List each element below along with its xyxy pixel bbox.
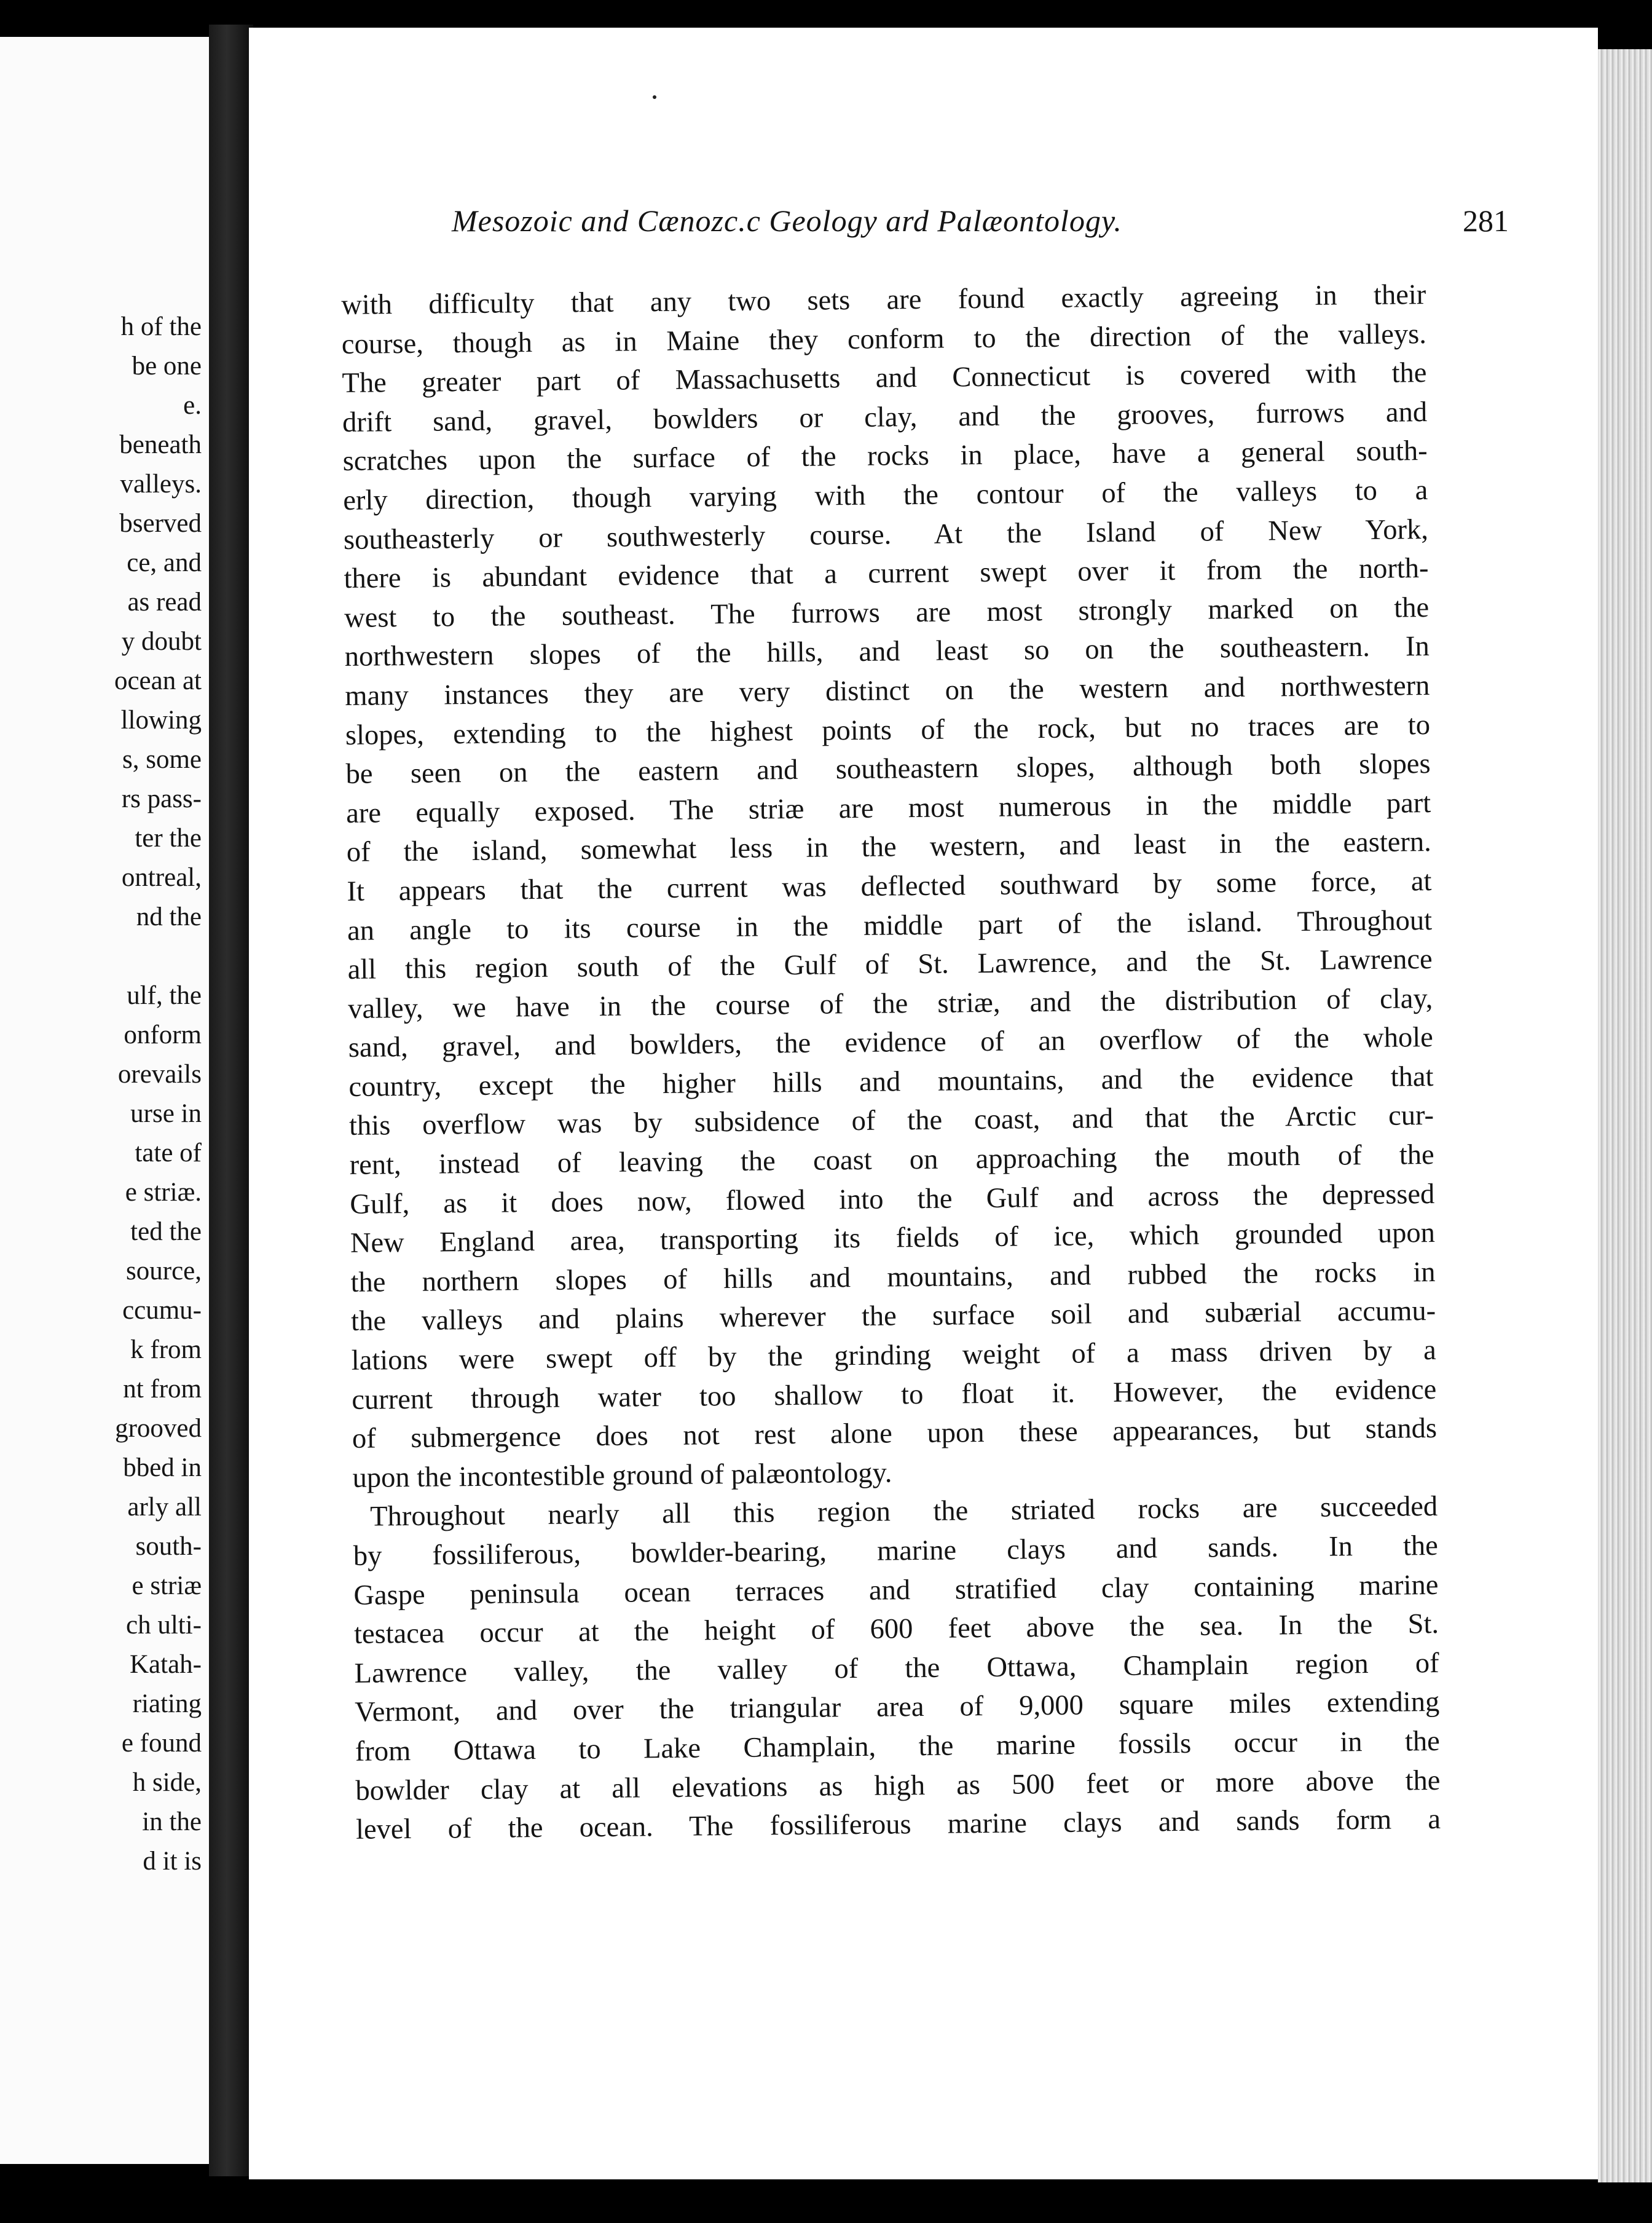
text-line: from Ottawa to Lake Champlain, the marine fossils occur in the xyxy=(355,1725,1441,1767)
text-line: testacea occur at the height of 600 feet above the sea. In the St. xyxy=(353,1608,1439,1651)
text-line: Vermont, and over the triangular area of 9,000 square miles extending xyxy=(355,1686,1440,1729)
text-line: It appears that the current was deflected southward by some force, at xyxy=(347,865,1432,907)
text-line: valley, we have in the course of the striæ, and the distribution of clay, xyxy=(348,982,1433,1025)
text-line: New England area, transporting its fields of ice, which grounded upon xyxy=(350,1217,1436,1260)
left-line: ulf, the xyxy=(127,981,202,1010)
text-line: of submergence does not rest alone upon these appearances, but stands xyxy=(352,1413,1438,1455)
left-line: e found xyxy=(121,1729,202,1758)
text-line: upon the incontestible ground of palæontology. xyxy=(352,1457,892,1494)
text-line: the northern slopes of hills and mountains, and rubbed the rocks in xyxy=(350,1256,1436,1298)
body-text xyxy=(341,275,1441,1850)
left-line: bbed in xyxy=(123,1453,202,1482)
text-line: Lawrence valley, the valley of the Ottawa, Champlain region of xyxy=(354,1647,1439,1689)
text-line: Throughout nearly all this region the striated rocks are succeeded xyxy=(369,1491,1438,1533)
left-line: ch ulti- xyxy=(126,1611,202,1640)
page-number: 281 xyxy=(1463,203,1509,238)
left-line: as read xyxy=(127,588,202,617)
text-line: all this region south of the Gulf of St. Lawrence, and the St. Lawrence xyxy=(347,944,1433,986)
left-line: onform xyxy=(124,1021,202,1049)
left-line-gap xyxy=(0,937,202,976)
book-gutter xyxy=(209,25,253,2176)
left-line: be one xyxy=(132,352,202,381)
text-line: southeasterly or southwesterly course. At the Island of New York, xyxy=(343,513,1429,556)
left-page-fragment xyxy=(0,37,209,2164)
left-line: e striæ. xyxy=(125,1178,202,1207)
left-line: urse in xyxy=(130,1099,202,1128)
text-line: by fossiliferous, bowlder-bearing, marine clays and sands. In the xyxy=(353,1530,1438,1572)
text-line: the valleys and plains wherever the surface soil and subærial accumu- xyxy=(350,1295,1436,1338)
text-line: northwestern slopes of the hills, and least so on the southeastern. In xyxy=(344,631,1430,673)
left-line: south- xyxy=(135,1532,202,1561)
text-line: drift sand, gravel, bowlders or clay, and the grooves, furrows and xyxy=(342,396,1428,438)
left-line: beneath xyxy=(119,430,202,459)
text-line: there is abundant evidence that a current swept over it from the north- xyxy=(344,553,1429,595)
left-line: h of the xyxy=(120,312,202,341)
left-line: ter the xyxy=(135,824,202,853)
left-line: e striæ xyxy=(132,1571,202,1600)
left-line: ontreal, xyxy=(121,863,202,892)
left-line: Katah- xyxy=(130,1650,202,1679)
left-page-text xyxy=(0,307,202,1881)
left-line: nt from xyxy=(123,1375,202,1404)
left-line: in the xyxy=(142,1807,202,1836)
left-line: bserved xyxy=(119,509,202,538)
running-head-title: Mesozoic and Cænozc.c Geology ard Palæontology. xyxy=(452,203,1122,238)
text-line: with difficulty that any two sets are found exactly agreeing in their xyxy=(341,279,1426,321)
text-line: level of the ocean. The fossiliferous marine clays and sands form a xyxy=(355,1804,1441,1846)
left-line: k from xyxy=(130,1335,202,1364)
text-line: current through water too shallow to float it. However, the evidence xyxy=(352,1373,1437,1416)
left-line: ted the xyxy=(130,1217,202,1246)
left-line: d it is xyxy=(143,1847,202,1876)
scan-speck xyxy=(653,95,656,99)
left-line: y doubt xyxy=(121,627,202,656)
text-line: an angle to its course in the middle part of the island. Throughout xyxy=(347,904,1433,947)
left-line: ce, and xyxy=(127,548,202,577)
text-line: bowlder clay at all elevations as high as 500 feet or more above the xyxy=(355,1764,1441,1807)
left-line: e. xyxy=(183,391,202,420)
left-line: rs pass- xyxy=(121,784,202,813)
text-line: rent, instead of leaving the coast on approaching the mouth of the xyxy=(349,1139,1434,1181)
text-line: of the island, somewhat less in the western, and least in the eastern. xyxy=(346,826,1432,869)
left-line: valleys. xyxy=(120,470,202,499)
left-line: orevails xyxy=(117,1060,202,1089)
left-line: s, some xyxy=(122,745,202,774)
left-line: ocean at xyxy=(114,666,202,695)
text-line: Gaspe peninsula ocean terraces and stratified clay containing marine xyxy=(353,1569,1439,1611)
text-line: scratches upon the surface of the rocks in place, have a general south- xyxy=(342,435,1428,478)
text-line: many instances they are very distinct on the western and northwestern xyxy=(345,669,1430,712)
text-line: slopes, extending to the highest points of the rock, but no traces are to xyxy=(345,709,1431,751)
left-line: llowing xyxy=(120,706,202,735)
text-line: west to the southeast. The furrows are most strongly marked on the xyxy=(344,591,1430,634)
text-line: be seen on the eastern and southeastern slopes, although both slopes xyxy=(345,748,1431,791)
left-line: grooved xyxy=(115,1414,202,1443)
book-page xyxy=(249,28,1598,2179)
text-line: sand, gravel, and bowlders, the evidence of an overflow of the whole xyxy=(348,1022,1434,1064)
left-line: h side, xyxy=(132,1768,202,1797)
left-line: nd the xyxy=(136,902,202,931)
left-line: ccumu- xyxy=(122,1296,202,1325)
text-line: lations were swept off by the grinding weight of a mass driven by a xyxy=(351,1335,1436,1376)
left-line: tate of xyxy=(135,1139,202,1167)
text-line: are equally exposed. The striæ are most numerous in the middle part xyxy=(345,787,1431,829)
left-line: riating xyxy=(132,1689,202,1718)
text-line: erly direction, though varying with the contour of the valleys to a xyxy=(343,475,1428,516)
left-line: arly all xyxy=(127,1493,202,1522)
running-head xyxy=(452,203,1509,252)
text-line: The greater part of Massachusetts and Connecticut is covered with the xyxy=(342,357,1427,400)
text-line: course, though as in Maine they conform to the direction of the valleys. xyxy=(341,318,1427,360)
page-edge-stack xyxy=(1598,49,1652,2182)
text-line: this overflow was by subsidence of the coast, and that the Arctic cur- xyxy=(348,1100,1434,1142)
text-line: Gulf, as it does now, flowed into the Gulf and across the depressed xyxy=(350,1178,1435,1220)
left-line: source, xyxy=(126,1257,202,1285)
text-line: country, except the higher hills and mountains, and the evidence that xyxy=(348,1060,1434,1103)
